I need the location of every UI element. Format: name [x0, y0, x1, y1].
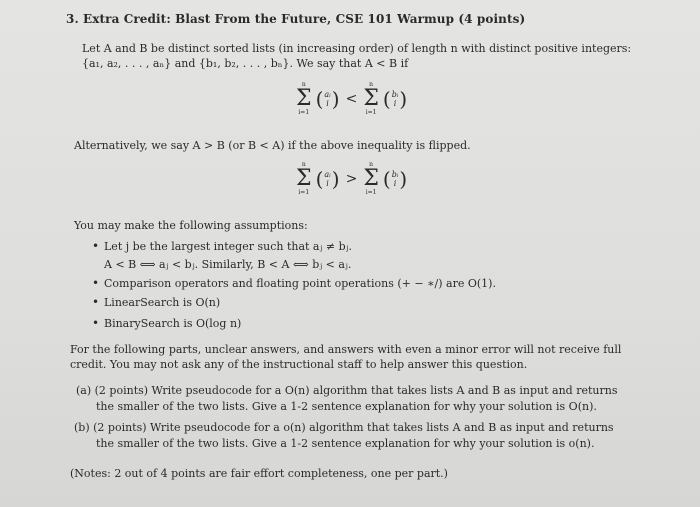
relation-symbol: > [345, 171, 358, 187]
part-a-line-2: the smaller of the two lists. Give a 1-2 sentence explanation for why your solution is O(n). [96, 400, 597, 413]
inequality-greater-than [296, 162, 407, 196]
summation-left: n Σ i=1 [296, 161, 312, 196]
summation-left: n Σ i=1 [296, 81, 312, 116]
binomial-a: ( aᵢ i ) [315, 87, 340, 111]
notes: (Notes: 2 out of 4 points are fair effort completeness, one per part.) [70, 467, 448, 480]
part-b-line-2: the smaller of the two lists. Give a 1-2 sentence explanation for why your solution is o(n). [96, 437, 595, 450]
alternative-line: Alternatively, we say A > B (or B < A) if the above inequality is flipped. [74, 139, 471, 152]
warning-line-2: credit. You may not ask any of the instructional staff to help answer this question. [70, 358, 528, 371]
assumption-item: • Let j be the largest integer such that aⱼ ≠ bⱼ. [104, 239, 352, 254]
warning-line-1: For the following parts, unclear answers, and answers with even a minor error will not receive full [70, 343, 622, 356]
binomial-b: ( bᵢ i ) [382, 167, 408, 191]
assumption-item: • LinearSearch is O(n) [104, 295, 220, 310]
intro-line-2: {a₁, a₂, . . . , aₙ} and {b₁, b₂, . . . , bₙ}. We say that A < B if [82, 57, 409, 70]
part-b-line-1: (b) (2 points) Write pseudocode for a o(n) algorithm that takes lists A and B as input and returns [74, 421, 614, 434]
part-a-line-1: (a) (2 points) Write pseudocode for a O(n) algorithm that takes lists A and B as input and returns [76, 384, 618, 397]
summation-right: n Σ i=1 [363, 161, 379, 196]
intro-line-1: Let A and B be distinct sorted lists (in increasing order) of length n with distinct positive integers: [82, 42, 632, 55]
assumption-continuation: A < B ⟺ aⱼ < bⱼ. Similarly, B < A ⟺ bⱼ < aⱼ. [104, 258, 352, 271]
binomial-b: ( bᵢ i ) [382, 87, 408, 111]
summation-right: n Σ i=1 [363, 81, 379, 116]
relation-symbol: < [345, 91, 358, 107]
assumptions-heading: You may make the following assumptions: [74, 219, 308, 232]
inequality-less-than [296, 82, 407, 116]
assumption-item: • BinarySearch is O(log n) [104, 316, 241, 331]
assumption-item: • Comparison operators and floating point operations (+ − ∗/) are O(1). [104, 276, 496, 291]
problem-title: 3. Extra Credit: Blast From the Future, CSE 101 Warmup (4 points) [66, 12, 526, 26]
binomial-a: ( aᵢ i ) [315, 167, 340, 191]
